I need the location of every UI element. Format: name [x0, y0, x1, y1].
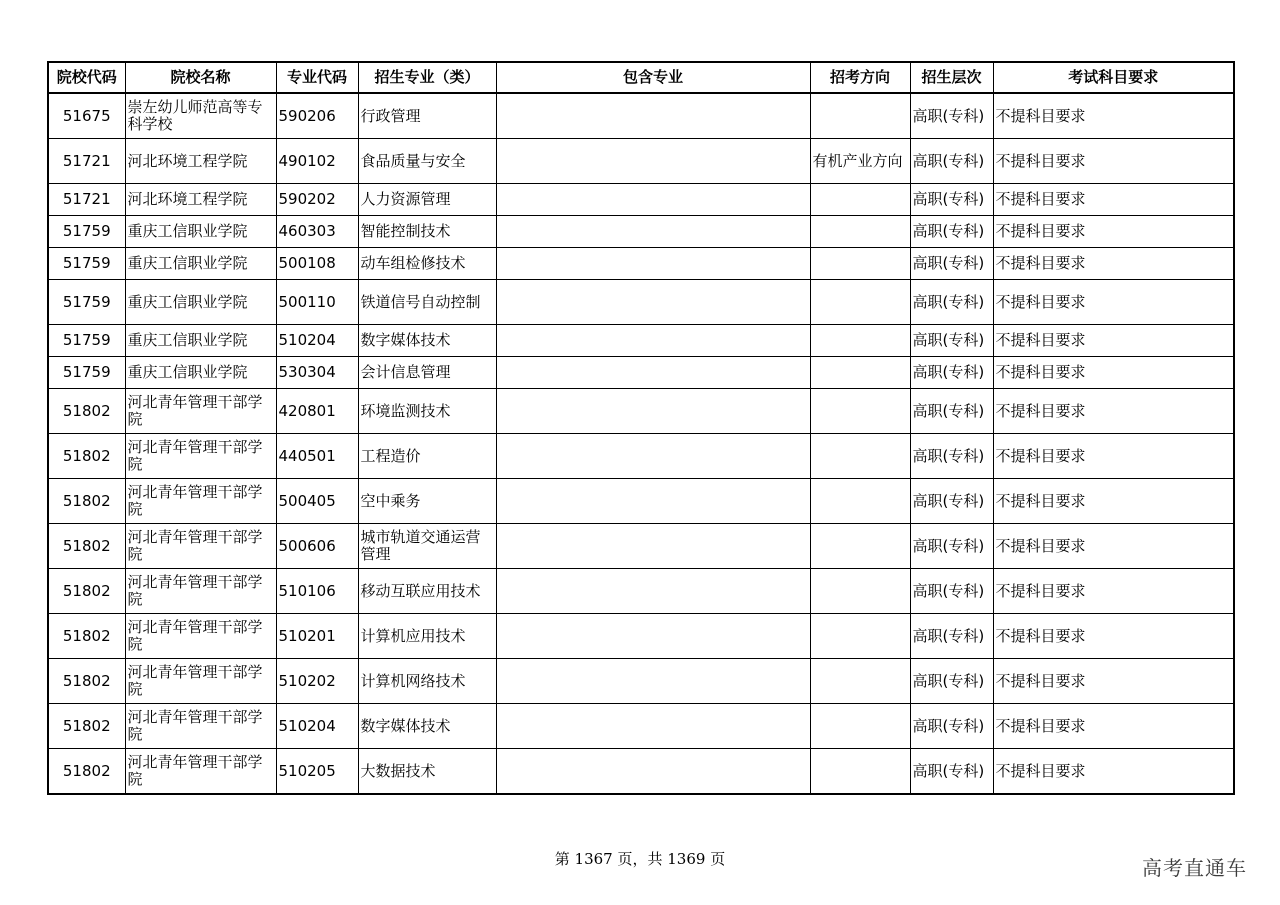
- cell-school-name: 河北青年管理干部学院: [125, 389, 276, 434]
- cell-level: 高职(专科): [910, 357, 993, 389]
- admissions-table: [47, 61, 1235, 795]
- header-major-code: 专业代码: [276, 62, 358, 93]
- cell-major: 动车组检修技术: [358, 248, 496, 280]
- cell-school-name: 重庆工信职业学院: [125, 248, 276, 280]
- cell-major-code: 420801: [276, 389, 358, 434]
- cell-included-majors: [496, 704, 810, 749]
- table-row: [48, 524, 1234, 569]
- cell-school-name: 河北青年管理干部学院: [125, 704, 276, 749]
- cell-school-code: 51802: [48, 704, 125, 749]
- cell-direction: [810, 659, 910, 704]
- cell-included-majors: [496, 524, 810, 569]
- cell-major-code: 590206: [276, 93, 358, 139]
- header-school-name: 院校名称: [125, 62, 276, 93]
- cell-major: 工程造价: [358, 434, 496, 479]
- cell-direction: [810, 614, 910, 659]
- cell-requirement: 不提科目要求: [993, 524, 1234, 569]
- cell-school-name: 河北青年管理干部学院: [125, 749, 276, 795]
- cell-included-majors: [496, 479, 810, 524]
- cell-major-code: 530304: [276, 357, 358, 389]
- cell-direction: 有机产业方向: [810, 139, 910, 184]
- cell-included-majors: [496, 280, 810, 325]
- cell-school-name: 河北环境工程学院: [125, 139, 276, 184]
- cell-requirement: 不提科目要求: [993, 659, 1234, 704]
- cell-school-code: 51759: [48, 357, 125, 389]
- cell-major: 智能控制技术: [358, 216, 496, 248]
- header-major: 招生专业（类）: [358, 62, 496, 93]
- cell-school-code: 51759: [48, 280, 125, 325]
- cell-included-majors: [496, 434, 810, 479]
- table-row: [48, 93, 1234, 139]
- cell-included-majors: [496, 614, 810, 659]
- cell-level: 高职(专科): [910, 216, 993, 248]
- cell-direction: [810, 248, 910, 280]
- cell-major-code: 510204: [276, 704, 358, 749]
- cell-level: 高职(专科): [910, 524, 993, 569]
- table-row: [48, 704, 1234, 749]
- cell-direction: [810, 184, 910, 216]
- cell-included-majors: [496, 139, 810, 184]
- cell-major-code: 500108: [276, 248, 358, 280]
- cell-school-code: 51802: [48, 614, 125, 659]
- cell-level: 高职(专科): [910, 704, 993, 749]
- table-row: [48, 325, 1234, 357]
- cell-direction: [810, 357, 910, 389]
- cell-requirement: 不提科目要求: [993, 248, 1234, 280]
- cell-included-majors: [496, 93, 810, 139]
- cell-major-code: 510201: [276, 614, 358, 659]
- cell-major: 数字媒体技术: [358, 325, 496, 357]
- cell-school-name: 重庆工信职业学院: [125, 280, 276, 325]
- cell-school-name: 重庆工信职业学院: [125, 216, 276, 248]
- cell-school-name: 河北青年管理干部学院: [125, 434, 276, 479]
- cell-school-code: 51802: [48, 659, 125, 704]
- cell-level: 高职(专科): [910, 184, 993, 216]
- cell-level: 高职(专科): [910, 325, 993, 357]
- cell-direction: [810, 524, 910, 569]
- cell-level: 高职(专科): [910, 434, 993, 479]
- cell-school-code: 51802: [48, 524, 125, 569]
- cell-level: 高职(专科): [910, 614, 993, 659]
- table-row: [48, 216, 1234, 248]
- table-row: [48, 659, 1234, 704]
- cell-requirement: 不提科目要求: [993, 614, 1234, 659]
- cell-level: 高职(专科): [910, 93, 993, 139]
- header-direction: 招考方向: [810, 62, 910, 93]
- cell-major-code: 590202: [276, 184, 358, 216]
- cell-major: 铁道信号自动控制: [358, 280, 496, 325]
- page-number: 第 1367 页，共 1369 页: [554, 850, 726, 868]
- header-school-code: 院校代码: [48, 62, 125, 93]
- header-requirement: 考试科目要求: [993, 62, 1234, 93]
- cell-school-code: 51759: [48, 325, 125, 357]
- cell-major: 会计信息管理: [358, 357, 496, 389]
- cell-direction: [810, 704, 910, 749]
- cell-level: 高职(专科): [910, 569, 993, 614]
- cell-requirement: 不提科目要求: [993, 479, 1234, 524]
- cell-included-majors: [496, 749, 810, 795]
- cell-requirement: 不提科目要求: [993, 389, 1234, 434]
- cell-direction: [810, 93, 910, 139]
- table-row: [48, 614, 1234, 659]
- cell-level: 高职(专科): [910, 139, 993, 184]
- cell-major: 环境监测技术: [358, 389, 496, 434]
- cell-school-code: 51802: [48, 749, 125, 795]
- cell-level: 高职(专科): [910, 280, 993, 325]
- cell-school-name: 河北青年管理干部学院: [125, 659, 276, 704]
- cell-requirement: 不提科目要求: [993, 357, 1234, 389]
- cell-major: 行政管理: [358, 93, 496, 139]
- cell-requirement: 不提科目要求: [993, 434, 1234, 479]
- cell-level: 高职(专科): [910, 248, 993, 280]
- cell-school-name: 河北环境工程学院: [125, 184, 276, 216]
- cell-requirement: 不提科目要求: [993, 184, 1234, 216]
- cell-major: 数字媒体技术: [358, 704, 496, 749]
- table-row: [48, 389, 1234, 434]
- cell-major-code: 510202: [276, 659, 358, 704]
- cell-requirement: 不提科目要求: [993, 569, 1234, 614]
- cell-requirement: 不提科目要求: [993, 139, 1234, 184]
- cell-direction: [810, 434, 910, 479]
- cell-major-code: 490102: [276, 139, 358, 184]
- cell-major: 空中乘务: [358, 479, 496, 524]
- cell-included-majors: [496, 248, 810, 280]
- cell-school-code: 51675: [48, 93, 125, 139]
- table-row: [48, 139, 1234, 184]
- cell-school-code: 51802: [48, 389, 125, 434]
- cell-major: 人力资源管理: [358, 184, 496, 216]
- cell-major: 移动互联应用技术: [358, 569, 496, 614]
- cell-major-code: 440501: [276, 434, 358, 479]
- cell-direction: [810, 389, 910, 434]
- cell-major-code: 510204: [276, 325, 358, 357]
- cell-included-majors: [496, 184, 810, 216]
- table-row: [48, 248, 1234, 280]
- cell-direction: [810, 216, 910, 248]
- cell-requirement: 不提科目要求: [993, 216, 1234, 248]
- cell-major-code: 510106: [276, 569, 358, 614]
- cell-level: 高职(专科): [910, 659, 993, 704]
- cell-requirement: 不提科目要求: [993, 749, 1234, 795]
- table-header-row: [48, 62, 1234, 93]
- cell-school-name: 重庆工信职业学院: [125, 357, 276, 389]
- cell-major: 大数据技术: [358, 749, 496, 795]
- cell-school-code: 51802: [48, 434, 125, 479]
- cell-requirement: 不提科目要求: [993, 280, 1234, 325]
- cell-included-majors: [496, 569, 810, 614]
- cell-major: 食品质量与安全: [358, 139, 496, 184]
- cell-included-majors: [496, 216, 810, 248]
- cell-level: 高职(专科): [910, 389, 993, 434]
- cell-school-code: 51721: [48, 139, 125, 184]
- cell-requirement: 不提科目要求: [993, 704, 1234, 749]
- cell-school-name: 崇左幼儿师范高等专科学校: [125, 93, 276, 139]
- table-row: [48, 357, 1234, 389]
- watermark-logo: 高考直通车: [1142, 856, 1247, 880]
- cell-included-majors: [496, 325, 810, 357]
- table-row: [48, 749, 1234, 795]
- cell-school-name: 河北青年管理干部学院: [125, 479, 276, 524]
- cell-major-code: 460303: [276, 216, 358, 248]
- header-level: 招生层次: [910, 62, 993, 93]
- cell-included-majors: [496, 389, 810, 434]
- cell-direction: [810, 479, 910, 524]
- cell-level: 高职(专科): [910, 749, 993, 795]
- cell-major-code: 510205: [276, 749, 358, 795]
- table-row: [48, 434, 1234, 479]
- cell-major-code: 500110: [276, 280, 358, 325]
- cell-level: 高职(专科): [910, 479, 993, 524]
- cell-requirement: 不提科目要求: [993, 325, 1234, 357]
- table-row: [48, 569, 1234, 614]
- cell-included-majors: [496, 659, 810, 704]
- header-included-majors: 包含专业: [496, 62, 810, 93]
- cell-direction: [810, 325, 910, 357]
- cell-major: 计算机网络技术: [358, 659, 496, 704]
- cell-major-code: 500606: [276, 524, 358, 569]
- cell-school-code: 51759: [48, 216, 125, 248]
- cell-school-code: 51759: [48, 248, 125, 280]
- cell-included-majors: [496, 357, 810, 389]
- cell-major: 城市轨道交通运营管理: [358, 524, 496, 569]
- cell-school-code: 51721: [48, 184, 125, 216]
- cell-school-name: 重庆工信职业学院: [125, 325, 276, 357]
- cell-major: 计算机应用技术: [358, 614, 496, 659]
- cell-requirement: 不提科目要求: [993, 93, 1234, 139]
- table-row: [48, 184, 1234, 216]
- cell-school-name: 河北青年管理干部学院: [125, 524, 276, 569]
- cell-direction: [810, 280, 910, 325]
- cell-school-code: 51802: [48, 569, 125, 614]
- cell-school-name: 河北青年管理干部学院: [125, 614, 276, 659]
- cell-school-name: 河北青年管理干部学院: [125, 569, 276, 614]
- cell-major-code: 500405: [276, 479, 358, 524]
- table-row: [48, 280, 1234, 325]
- cell-direction: [810, 569, 910, 614]
- table-row: [48, 479, 1234, 524]
- cell-direction: [810, 749, 910, 795]
- cell-school-code: 51802: [48, 479, 125, 524]
